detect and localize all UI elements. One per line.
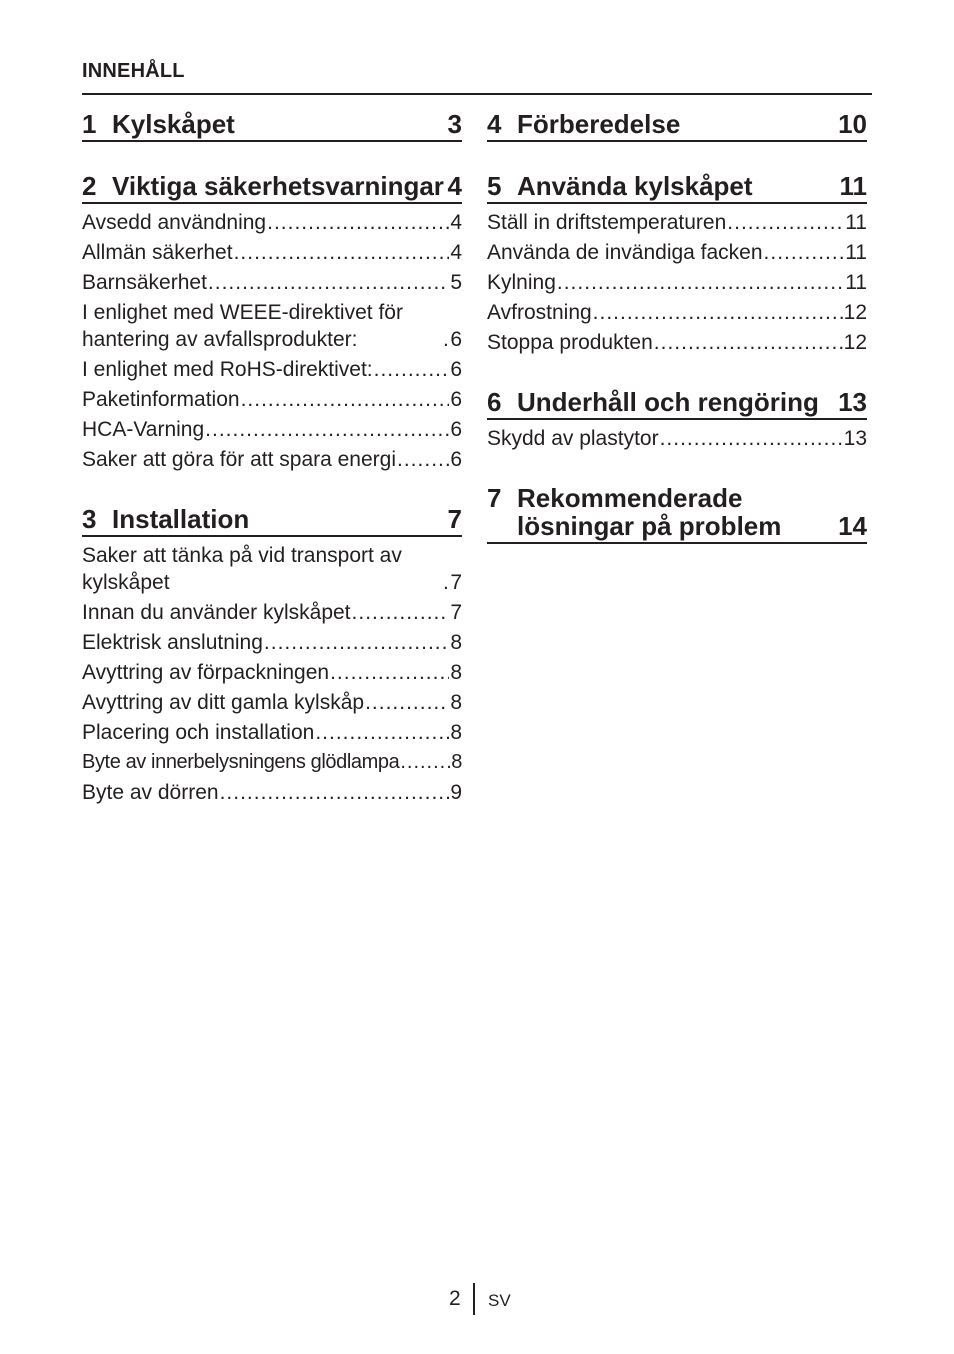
toc-entry[interactable] (487, 424, 867, 454)
section-title: Använda kylskåpet (517, 171, 753, 201)
toc-entry[interactable] (82, 355, 462, 385)
dot-leader (330, 659, 449, 686)
toc-entry-list (82, 541, 462, 808)
section-heading[interactable] (82, 110, 462, 142)
dot-leader (374, 356, 450, 383)
toc-entry-page: 6 (450, 418, 462, 441)
section-title-wrap (487, 172, 840, 200)
toc-section (82, 110, 462, 142)
toc-section (487, 110, 867, 142)
toc-entry-page: 6 (450, 448, 462, 471)
toc-entry-title: Byte av dörren (82, 781, 219, 804)
page-title: INNEHÅLL (82, 60, 185, 82)
toc-entry-list (487, 424, 867, 454)
section-heading[interactable] (487, 110, 867, 142)
dot-leader (397, 446, 449, 473)
section-title-wrap (487, 484, 838, 540)
section-title-wrap (82, 110, 448, 138)
section-title: Förberedelse (517, 109, 681, 139)
section-number: 1 (82, 109, 97, 139)
dot-leader (241, 386, 450, 413)
dot-leader (208, 269, 449, 296)
section-heading[interactable] (487, 388, 867, 420)
dot-leader (443, 326, 449, 353)
toc-entry-title: HCA-Varning (82, 418, 205, 441)
toc-entry[interactable] (82, 658, 462, 688)
toc-entry[interactable] (487, 208, 867, 238)
footer-divider (473, 1283, 475, 1315)
dot-leader (400, 749, 450, 776)
toc-entry[interactable] (82, 445, 462, 475)
dot-leader (654, 329, 843, 356)
toc-entry-title: Avfrostning (487, 301, 592, 324)
dot-leader (267, 209, 449, 236)
dot-leader (764, 239, 845, 266)
section-page-number: 10 (838, 109, 867, 139)
toc-entry-title: Skydd av plastytor (487, 427, 659, 450)
toc-entry[interactable] (487, 238, 867, 268)
dot-leader (205, 416, 449, 443)
toc-entry-page: 11 (845, 271, 867, 294)
toc-section (82, 172, 462, 475)
toc-entry-page: 6 (450, 328, 462, 351)
toc-entry-title: Saker att tänka på vid transport av kylskåpet (82, 544, 402, 594)
toc-entry[interactable] (82, 778, 462, 808)
section-number: 5 (487, 171, 502, 201)
section-heading[interactable] (82, 172, 462, 204)
toc-entry-page: 4 (450, 211, 462, 234)
toc-entry-title: Byte av innerbelysningens glödlampa (82, 751, 400, 773)
toc-entry-list (487, 208, 867, 358)
section-title: Viktiga säkerhetsvarningar (112, 171, 444, 201)
toc-entry-page: 11 (845, 241, 867, 264)
toc-entry-page: 6 (450, 358, 462, 381)
toc-entry[interactable] (487, 328, 867, 358)
dot-leader (727, 209, 844, 236)
dot-leader (365, 689, 449, 716)
toc-entry-page: 5 (450, 271, 462, 294)
dot-leader (315, 719, 449, 746)
section-number: 3 (82, 504, 97, 534)
toc-entry-page: 8 (450, 721, 462, 744)
toc-entry-page: 4 (450, 241, 462, 264)
toc-entry-title: I enlighet med RoHS-direktivet: (82, 358, 373, 381)
section-page-number: 14 (838, 511, 867, 541)
toc-entry-page: 13 (843, 427, 867, 450)
dot-leader (660, 425, 843, 452)
section-number: 6 (487, 387, 502, 417)
section-number: 7 (487, 483, 502, 513)
toc-section (487, 484, 867, 544)
toc-entry-page: 8 (450, 661, 462, 684)
dot-leader (352, 599, 450, 626)
toc-entry[interactable] (82, 628, 462, 658)
toc-entry-title: Kylning (487, 271, 556, 294)
toc-entry-title: Avyttring av förpackningen (82, 661, 330, 684)
section-title: Underhåll och rengöring (517, 387, 819, 417)
toc-right-column (487, 110, 867, 574)
toc-entry[interactable] (82, 268, 462, 298)
toc-entry-title: Allmän säkerhet (82, 241, 233, 264)
section-title: Rekommenderade lösningar på problem (517, 483, 782, 541)
dot-leader (557, 269, 844, 296)
toc-entry-title: Stoppa produkten (487, 331, 653, 354)
section-title-wrap (82, 172, 448, 200)
toc-entry-list (82, 208, 462, 475)
toc-entry-title: Ställ in driftstemperaturen (487, 211, 727, 234)
toc-entry-page: 11 (845, 211, 867, 234)
dot-leader (443, 569, 449, 596)
section-title-wrap (487, 110, 838, 138)
toc-entry-page: 12 (843, 301, 867, 324)
toc-entry-page: 9 (450, 781, 462, 804)
dot-leader (593, 299, 843, 326)
page-footer (0, 1283, 954, 1317)
toc-entry-title: Avyttring av ditt gamla kylskåp (82, 691, 365, 714)
toc-left-column (82, 110, 462, 838)
section-number: 2 (82, 171, 97, 201)
section-heading[interactable] (82, 505, 462, 537)
dot-leader (264, 629, 449, 656)
dot-leader (220, 779, 450, 806)
toc-entry-page: 8 (451, 751, 462, 773)
toc-entry-title: Placering och installation (82, 721, 315, 744)
toc-entry-page: 8 (450, 631, 462, 654)
section-page-number: 7 (447, 504, 462, 534)
toc-entry[interactable] (82, 298, 462, 355)
toc-entry-title: Paketinformation (82, 388, 240, 411)
section-number: 4 (487, 109, 502, 139)
toc-entry-page: 6 (450, 388, 462, 411)
toc-entry[interactable] (82, 208, 462, 238)
toc-entry-title: Saker att göra för att spara energi (82, 448, 397, 471)
toc-entry[interactable] (82, 415, 462, 445)
toc-entry-page: 7 (450, 571, 462, 594)
toc-entry[interactable] (82, 541, 462, 598)
toc-entry-page: 8 (450, 691, 462, 714)
toc-entry-title: Innan du använder kylskåpet (82, 601, 351, 624)
section-heading[interactable] (487, 484, 867, 544)
section-heading[interactable] (487, 172, 867, 204)
section-page-number: 13 (838, 387, 867, 417)
footer-page-number: 2 (449, 1287, 461, 1310)
toc-entry[interactable] (82, 718, 462, 748)
toc-entry[interactable] (82, 748, 462, 778)
dot-leader (234, 239, 450, 266)
section-page-number: 11 (839, 171, 867, 201)
section-title: Installation (112, 504, 250, 534)
section-title-wrap (82, 505, 448, 533)
section-title: Kylskåpet (112, 109, 235, 139)
toc-entry-title: Barnsäkerhet (82, 271, 207, 294)
toc-entry[interactable] (82, 385, 462, 415)
section-page-number: 4 (447, 171, 462, 201)
toc-entry-title: Använda de invändiga facken (487, 241, 763, 264)
toc-section (487, 172, 867, 358)
toc-entry-title: Elektrisk anslutning (82, 631, 263, 654)
toc-entry[interactable] (487, 298, 867, 328)
toc-section (487, 388, 867, 454)
toc-entry[interactable] (82, 238, 462, 268)
toc-section (82, 505, 462, 808)
section-title-wrap (487, 388, 838, 416)
toc-entry-page: 7 (450, 601, 462, 624)
section-page-number: 3 (447, 109, 462, 139)
footer-language: SV (488, 1291, 511, 1310)
toc-entry[interactable] (487, 268, 867, 298)
toc-entry-title: Avsedd användning (82, 211, 267, 234)
toc-entry[interactable] (82, 598, 462, 628)
toc-entry-title: I enlighet med WEEE-direktivet för hantering av avfallsprodukter: (82, 301, 403, 351)
header-rule (82, 93, 872, 95)
toc-entry[interactable] (82, 688, 462, 718)
toc-entry-page: 12 (843, 331, 867, 354)
